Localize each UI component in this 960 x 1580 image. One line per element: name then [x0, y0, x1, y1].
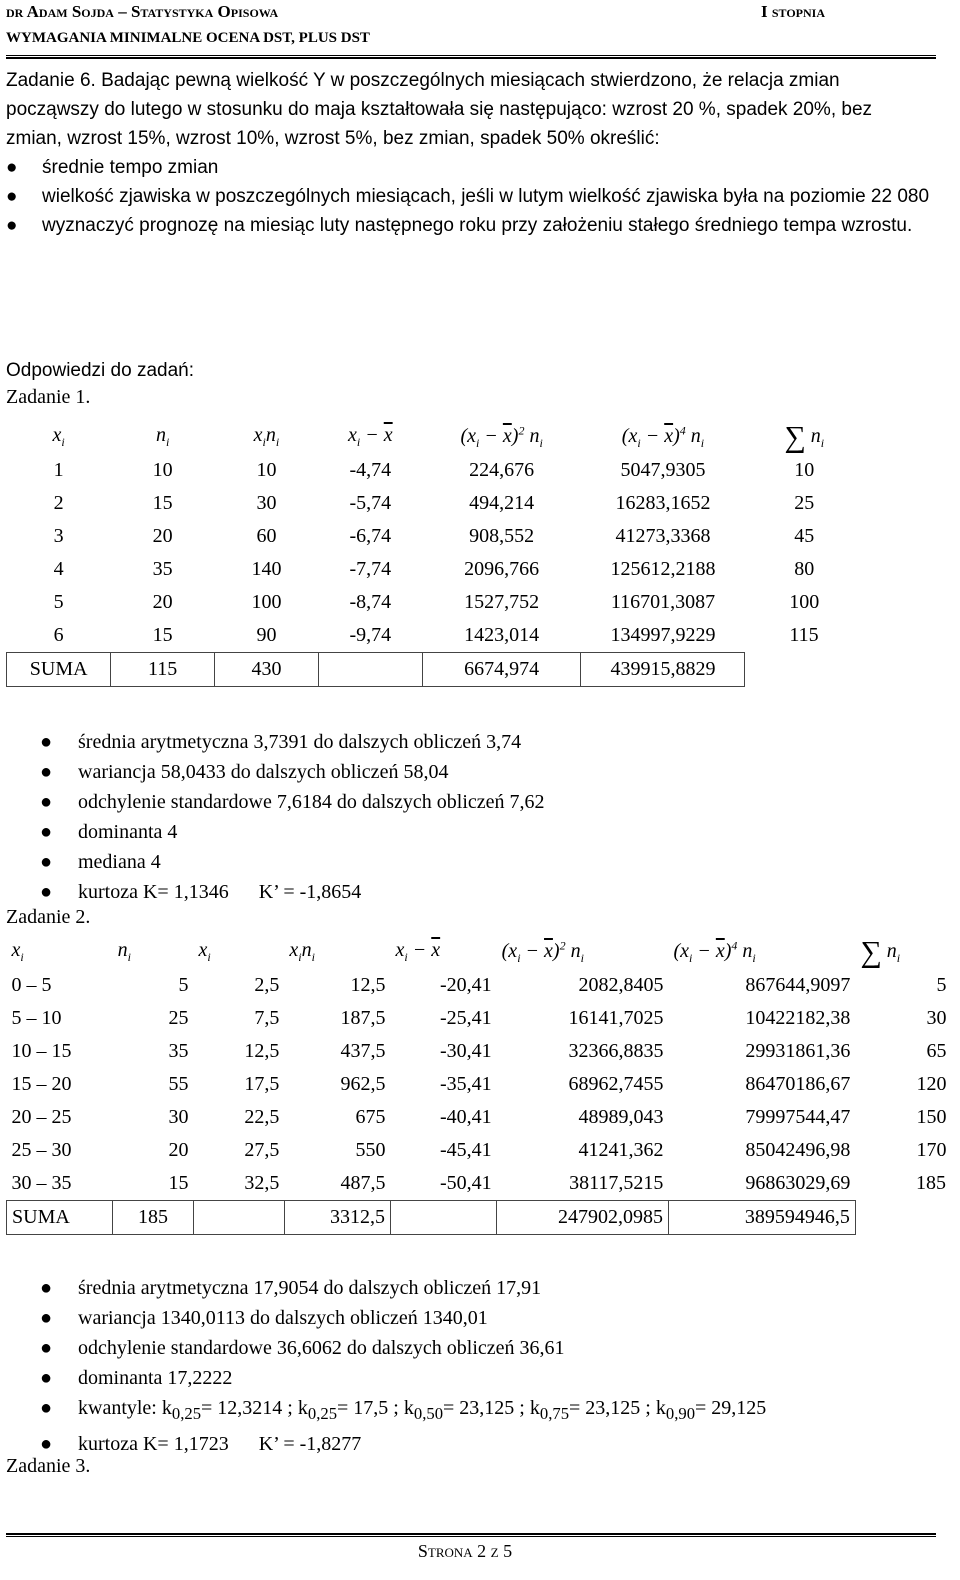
bullet-icon: ●	[40, 791, 53, 813]
result-item: ● średnia arytmetyczna 3,7391 do dalszych obliczeń 3,74	[40, 727, 545, 757]
header-xini: $x_in_i$	[253, 424, 280, 449]
table-header-row	[7, 935, 952, 969]
zadanie1-results	[40, 727, 545, 907]
table-cell: 30 – 35	[11, 1172, 72, 1194]
table-cell: 100	[251, 591, 282, 613]
table-cell: 25	[794, 492, 815, 514]
result-item: ● mediana 4	[40, 847, 545, 877]
table-cell: 90	[256, 624, 277, 646]
table-cell: 32366,8835	[568, 1040, 664, 1062]
header-xi-mid: $x_i$	[198, 939, 211, 964]
header-deviation: $x_i - \overline{x}$	[395, 939, 441, 964]
table-cell: 125612,2188	[610, 558, 716, 580]
table-cell: 5	[53, 591, 64, 613]
header-xi: $x_i$	[52, 424, 65, 449]
table-cell: 120	[916, 1073, 947, 1095]
bullet-icon: ●	[40, 761, 53, 783]
table-cell: 10	[794, 459, 815, 481]
task6-item: ● wielkość zjawiska w poszczególnych miesiącach, jeśli w lutym wielkość zjawiska była na poziomie 22 080	[6, 182, 931, 211]
table-cell: 10	[152, 459, 173, 481]
table-cell: 550	[355, 1139, 386, 1161]
task6-list	[6, 153, 931, 240]
table-cell: 27,5	[244, 1139, 280, 1161]
bullet-icon: ●	[40, 731, 53, 753]
result-item: ● średnia arytmetyczna 17,9054 do dalszych obliczeń 17,91	[40, 1273, 766, 1303]
table-cell: 3	[53, 525, 64, 547]
table-cell: -8,74	[349, 591, 392, 613]
table-cell: -7,74	[349, 558, 392, 580]
table-cell: 79997544,47	[745, 1106, 851, 1128]
table-cell: 12,5	[350, 974, 386, 996]
table-cell: 185	[916, 1172, 946, 1195]
table-cell: 389594946,5	[668, 1201, 855, 1235]
table-cell: 15	[152, 624, 173, 646]
table-cell: 7,5	[254, 1007, 280, 1029]
table-cell	[855, 1201, 951, 1235]
bullet-icon: ●	[40, 881, 53, 903]
table-sum-row	[7, 653, 864, 687]
table-cell: 15 – 20	[11, 1073, 72, 1095]
bullet-icon: ●	[40, 1397, 53, 1419]
header-ni: $n_i$	[117, 939, 131, 964]
table-cell: 10	[256, 459, 277, 481]
table-header-row	[7, 420, 864, 454]
table-cell: 100	[789, 591, 820, 613]
table-cell: 5 – 10	[11, 1007, 62, 1029]
result-item: ● kurtoza K= 1,1723 K’ = -1,8277	[40, 1429, 766, 1459]
bullet-icon: ●	[40, 851, 53, 873]
table-row	[7, 1002, 952, 1035]
table-cell: -25,41	[439, 1007, 492, 1029]
table-cell: 2	[53, 492, 64, 514]
table-cell: 2096,766	[464, 558, 540, 580]
table-cell: 134997,9229	[610, 624, 716, 646]
table-cell: 115	[111, 653, 215, 687]
table-cell: 55	[168, 1073, 189, 1095]
table-cell: 16283,1652	[615, 492, 711, 514]
table-cell: SUMA	[7, 1201, 113, 1235]
table-cell: 60	[256, 525, 277, 547]
table-row	[7, 454, 864, 487]
header-ni: $n_i$	[156, 424, 170, 449]
table-row	[7, 487, 864, 520]
results-list	[40, 727, 545, 907]
table-cell: SUMA	[7, 653, 111, 687]
task6-item: ● średnie tempo zmian	[6, 153, 931, 182]
zadanie2-table	[6, 935, 952, 1235]
table-cell	[391, 1201, 497, 1235]
table-cell: 187,5	[340, 1007, 386, 1029]
zadanie2-label: Zadanie 2.	[6, 906, 91, 928]
table-row	[7, 553, 864, 586]
bullet-icon: ●	[40, 1367, 53, 1389]
header-rule	[6, 55, 936, 59]
result-item: ● wariancja 1340,0113 do dalszych obliczeń 1340,01	[40, 1303, 766, 1333]
table-cell: -6,74	[349, 525, 392, 547]
table-cell: 29931861,36	[745, 1040, 851, 1062]
table-cell	[193, 1201, 284, 1235]
table-cell: -35,41	[439, 1073, 492, 1095]
table-cell: -50,41	[439, 1172, 492, 1194]
header-squared-dev: $(x_i - \overline{x})^2$ $n_i$	[460, 423, 543, 450]
table-cell: 45	[794, 525, 815, 547]
table-cell: 3312,5	[284, 1201, 390, 1235]
bullet-icon: ●	[40, 1277, 53, 1299]
table-cell: 20	[152, 591, 173, 613]
table-cell: 185	[113, 1201, 194, 1235]
header-cumulative: ∑ $n_i$	[860, 935, 901, 968]
table-cell: 17,5	[244, 1073, 280, 1095]
table-cell: 25	[168, 1007, 189, 1029]
table-cell: 68962,7455	[568, 1073, 664, 1095]
table-cell: 1423,014	[464, 624, 540, 646]
table-cell: 140	[251, 558, 282, 580]
page-header	[6, 0, 936, 58]
table-cell: 2,5	[254, 974, 280, 996]
sigma-icon: ∑	[860, 935, 882, 968]
task6-intro: Zadanie 6. Badając pewną wielkość Y w poszczególnych miesiącach stwierdzono, że relacja zmian począwszy do lutego w stosunku do maja kształtowała się następująco: wzrost 20 %, spadek 20%, bez zmian, wzrost 15%, wzrost 10%, wzrost 5%, bez zmian, spadek 50% określić:	[6, 70, 873, 149]
table-cell: -20,41	[439, 974, 492, 996]
zadanie3-label: Zadanie 3.	[6, 1455, 91, 1477]
table-cell: 16141,7025	[568, 1007, 664, 1029]
bullet-icon: ●	[40, 1337, 53, 1359]
table-cell: 30	[168, 1106, 189, 1128]
header-squared-dev: $(x_i - \overline{x})^2$ $n_i$	[501, 938, 584, 965]
task6-item: ● wyznaczyć prognozę na miesiąc luty następnego roku przy założeniu stałego średniego tempa wzrostu.	[6, 211, 931, 240]
table-cell: 247902,0985	[497, 1201, 669, 1235]
answers-heading: Odpowiedzi do zadań:	[6, 360, 195, 381]
bullet-icon: ●	[40, 1433, 53, 1455]
table-cell: 65	[926, 1040, 947, 1062]
result-item: ● wariancja 58,0433 do dalszych obliczeń 58,04	[40, 757, 545, 787]
table-cell: 867644,9097	[745, 974, 851, 996]
table-cell: 962,5	[340, 1073, 386, 1095]
table-cell: 5	[936, 974, 947, 996]
sigma-icon: ∑	[784, 420, 806, 453]
table-cell: -45,41	[439, 1139, 492, 1161]
result-item: ● odchylenie standardowe 7,6184 do dalszych obliczeń 7,62	[40, 787, 545, 817]
table-row	[7, 586, 864, 619]
table-cell: 20	[168, 1139, 189, 1161]
zadanie1-label: Zadanie 1.	[6, 386, 91, 408]
table-cell: 10422182,38	[745, 1007, 851, 1029]
task6-section	[6, 66, 931, 240]
results-list	[40, 1273, 766, 1459]
zadanie1-table	[6, 420, 864, 687]
header-xini: $x_in_i$	[289, 939, 315, 964]
result-item: ● dominanta 17,2222	[40, 1363, 766, 1393]
result-item: ● dominanta 4	[40, 817, 545, 847]
table-cell: 30	[926, 1007, 947, 1029]
footer-rule	[6, 1533, 936, 1537]
bullet-icon: ●	[6, 215, 18, 236]
table-cell: 0 – 5	[11, 974, 52, 996]
table-cell: 30	[256, 492, 277, 514]
table-cell	[318, 653, 422, 687]
zadanie2-results	[40, 1273, 766, 1459]
bullet-icon: ●	[40, 821, 53, 843]
table-cell: 675	[355, 1106, 386, 1128]
table-cell: 12,5	[244, 1040, 280, 1062]
table-cell: 10 – 15	[11, 1040, 72, 1062]
table-cell: 5	[178, 974, 189, 996]
table-cell: 437,5	[340, 1040, 386, 1062]
table-row	[7, 520, 864, 553]
bullet-icon: ●	[6, 186, 18, 207]
table-cell: 48989,043	[578, 1106, 664, 1128]
result-item: ● kurtoza K= 1,1346 K’ = -1,8654	[40, 877, 545, 907]
table-cell: 908,552	[469, 525, 535, 547]
bullet-icon: ●	[6, 157, 18, 178]
bullet-icon: ●	[40, 1307, 53, 1329]
table-row	[7, 1101, 952, 1134]
table-cell: 25 – 30	[11, 1139, 72, 1161]
table-cell: 35	[168, 1040, 189, 1062]
header-fourth-dev: $(x_i - \overline{x})^4$ $n_i$	[673, 938, 756, 965]
table-cell: 6674,974	[422, 653, 581, 687]
table-cell: 86470186,67	[745, 1073, 851, 1095]
table-cell: -5,74	[349, 492, 392, 514]
table-cell: 224,676	[469, 459, 535, 481]
result-item: ● odchylenie standardowe 36,6062 do dalszych obliczeń 36,61	[40, 1333, 766, 1363]
table-cell: 1	[53, 459, 64, 481]
table-row	[7, 969, 952, 1002]
table-cell: -9,74	[349, 624, 392, 646]
table-cell: 4	[53, 558, 64, 580]
table-cell: 6	[53, 624, 64, 646]
table-row	[7, 1134, 952, 1167]
table-cell: 38117,5215	[569, 1172, 664, 1194]
table-cell: 35	[152, 558, 173, 580]
table-cell: 85042496,98	[745, 1139, 851, 1161]
table-cell: 22,5	[244, 1106, 280, 1128]
table-cell: 5047,9305	[620, 459, 706, 481]
header-fourth-dev: $(x_i - \overline{x})^4$ $n_i$	[621, 423, 705, 450]
table-cell: 1527,752	[464, 591, 540, 613]
table-cell: 430	[215, 653, 319, 687]
table-cell: -30,41	[439, 1040, 492, 1062]
header-subtitle: WYMAGANIA MINIMALNE OCENA DST, PLUS DST	[6, 30, 370, 46]
table-cell: 115	[789, 624, 819, 647]
table-cell: 20 – 25	[11, 1106, 72, 1128]
result-item-kwantyle: ● kwantyle: $k_{0,25}= 12,3214$ ; $k_{0,25}= 17,5$ ; $k_{0,50}= 23,125$ ; $k_{0,75}= 23,125$ ; $k_{0,90}= 29,125$	[40, 1393, 766, 1429]
page-number: Strona 2 z 5	[417, 1541, 513, 1561]
table-cell: 150	[916, 1106, 947, 1128]
table-cell: 80	[794, 558, 815, 580]
header-deviation: $x_i - \overline{x}$	[348, 424, 393, 449]
header-level: I stopnia	[761, 2, 825, 21]
table-cell: 2082,8405	[578, 974, 664, 996]
table-cell: 116701,3087	[610, 591, 716, 613]
table-cell: 32,5	[244, 1172, 280, 1194]
table-cell: 439915,8829	[581, 653, 745, 687]
table-cell: -4,74	[349, 459, 392, 481]
table-row	[7, 1068, 952, 1101]
table-row	[7, 619, 864, 653]
table-cell: 20	[152, 525, 173, 547]
table-cell: 15	[152, 492, 173, 514]
header-author-course: dr Adam Sojda – Statystyka Opisowa	[6, 2, 279, 21]
table-cell: 494,214	[469, 492, 535, 514]
table-cell	[745, 653, 864, 687]
table-sum-row	[7, 1201, 952, 1235]
table-cell: 41273,3368	[615, 525, 711, 547]
table-cell: 41241,362	[578, 1139, 664, 1161]
header-cumulative: ∑ $n_i$	[784, 420, 825, 453]
table-cell: 487,5	[340, 1172, 386, 1194]
table-cell: -40,41	[439, 1106, 492, 1128]
table-row	[7, 1167, 952, 1201]
table-cell: 15	[168, 1172, 189, 1194]
table-row	[7, 1035, 952, 1068]
table-cell: 170	[916, 1139, 947, 1161]
table-cell: 96863029,69	[745, 1172, 851, 1194]
header-xi: $x_i$	[11, 939, 24, 964]
